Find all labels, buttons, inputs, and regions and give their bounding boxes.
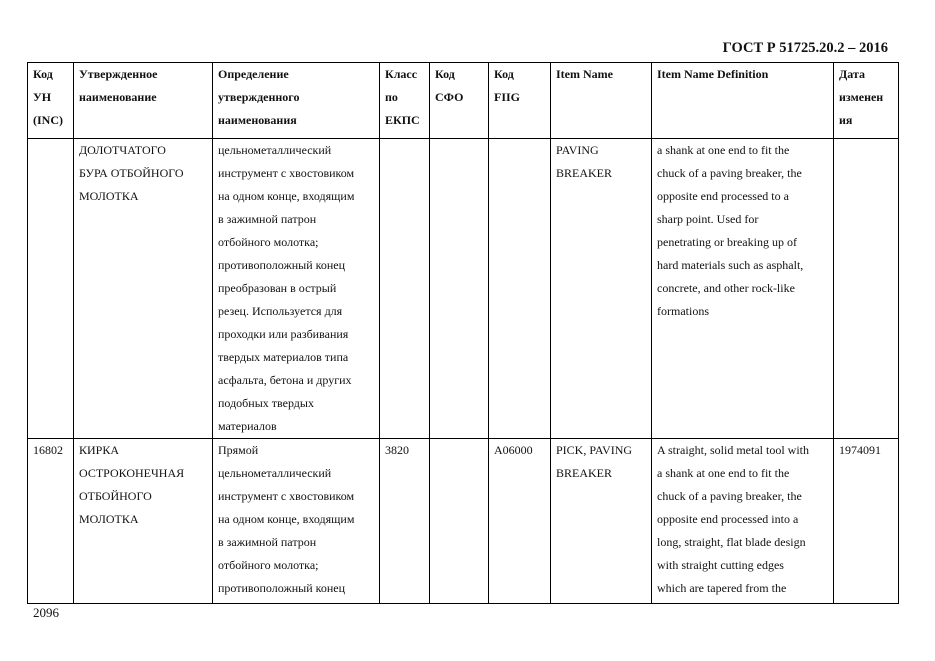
cell-inc-code: 16802 xyxy=(28,439,74,604)
cell-fiig-code: A06000 xyxy=(489,439,551,604)
table-header-row xyxy=(28,63,899,139)
table-row xyxy=(28,439,899,604)
header-inc-code: Код УН (INC) xyxy=(28,63,74,139)
cell-approved-name-definition: цельнометаллический инструмент с хвостовиком на одном конце, входящим в зажимной патрон отбойного молотка; противоположный конец преобразован в острый резец. Используется для проходки или разбивания твердых материалов типа асфальта, бетона и других подобных твердых материалов xyxy=(213,139,380,439)
cell-approved-name-definition: Прямой цельнометаллический инструмент с хвостовиком на одном конце, входящим в зажимной патрон отбойного молотка; противоположный конец xyxy=(213,439,380,604)
cell-item-name-definition: a shank at one end to fit the chuck of a paving breaker, the opposite end processed to a sharp point. Used for penetrating or breaking up of hard materials such as asphalt, concrete, and other rock-like formations xyxy=(652,139,834,439)
cell-ekps-class xyxy=(380,139,430,439)
header-approved-name-definition: Определение утвержденного наименования xyxy=(213,63,380,139)
cell-item-name: PAVING BREAKER xyxy=(551,139,652,439)
header-approved-name: Утвержденное наименование xyxy=(74,63,213,139)
cell-fiig-code xyxy=(489,139,551,439)
cell-change-date xyxy=(834,139,899,439)
header-item-name-definition: Item Name Definition xyxy=(652,63,834,139)
page-number: 2096 xyxy=(33,605,59,620)
header-fiig-code: Код FIIG xyxy=(489,63,551,139)
cell-item-name: PICK, PAVING BREAKER xyxy=(551,439,652,604)
cell-inc-code xyxy=(28,139,74,439)
cell-item-name-definition: A straight, solid metal tool with a shank at one end to fit the chuck of a paving breaker, the opposite end processed into a long, straight, flat blade design with straight cutting edges which are tapered from the xyxy=(652,439,834,604)
document-standard-code: ГОСТ Р 51725.20.2 – 2016 xyxy=(722,40,888,56)
cell-approved-name: КИРКА ОСТРОКОНЕЧНАЯ ОТБОЙНОГО МОЛОТКА xyxy=(74,439,213,604)
cell-ekps-class: 3820 xyxy=(380,439,430,604)
cell-sfo-code xyxy=(430,139,489,439)
header-ekps-class: Класс по ЕКПС xyxy=(380,63,430,139)
cell-sfo-code xyxy=(430,439,489,604)
cell-change-date: 1974091 xyxy=(834,439,899,604)
cell-approved-name: ДОЛОТЧАТОГО БУРА ОТБОЙНОГО МОЛОТКА xyxy=(74,139,213,439)
header-change-date: Дата изменен ия xyxy=(834,63,899,139)
header-sfo-code: Код СФО xyxy=(430,63,489,139)
table-row xyxy=(28,139,899,439)
header-item-name: Item Name xyxy=(551,63,652,139)
nomenclature-table xyxy=(27,62,899,604)
